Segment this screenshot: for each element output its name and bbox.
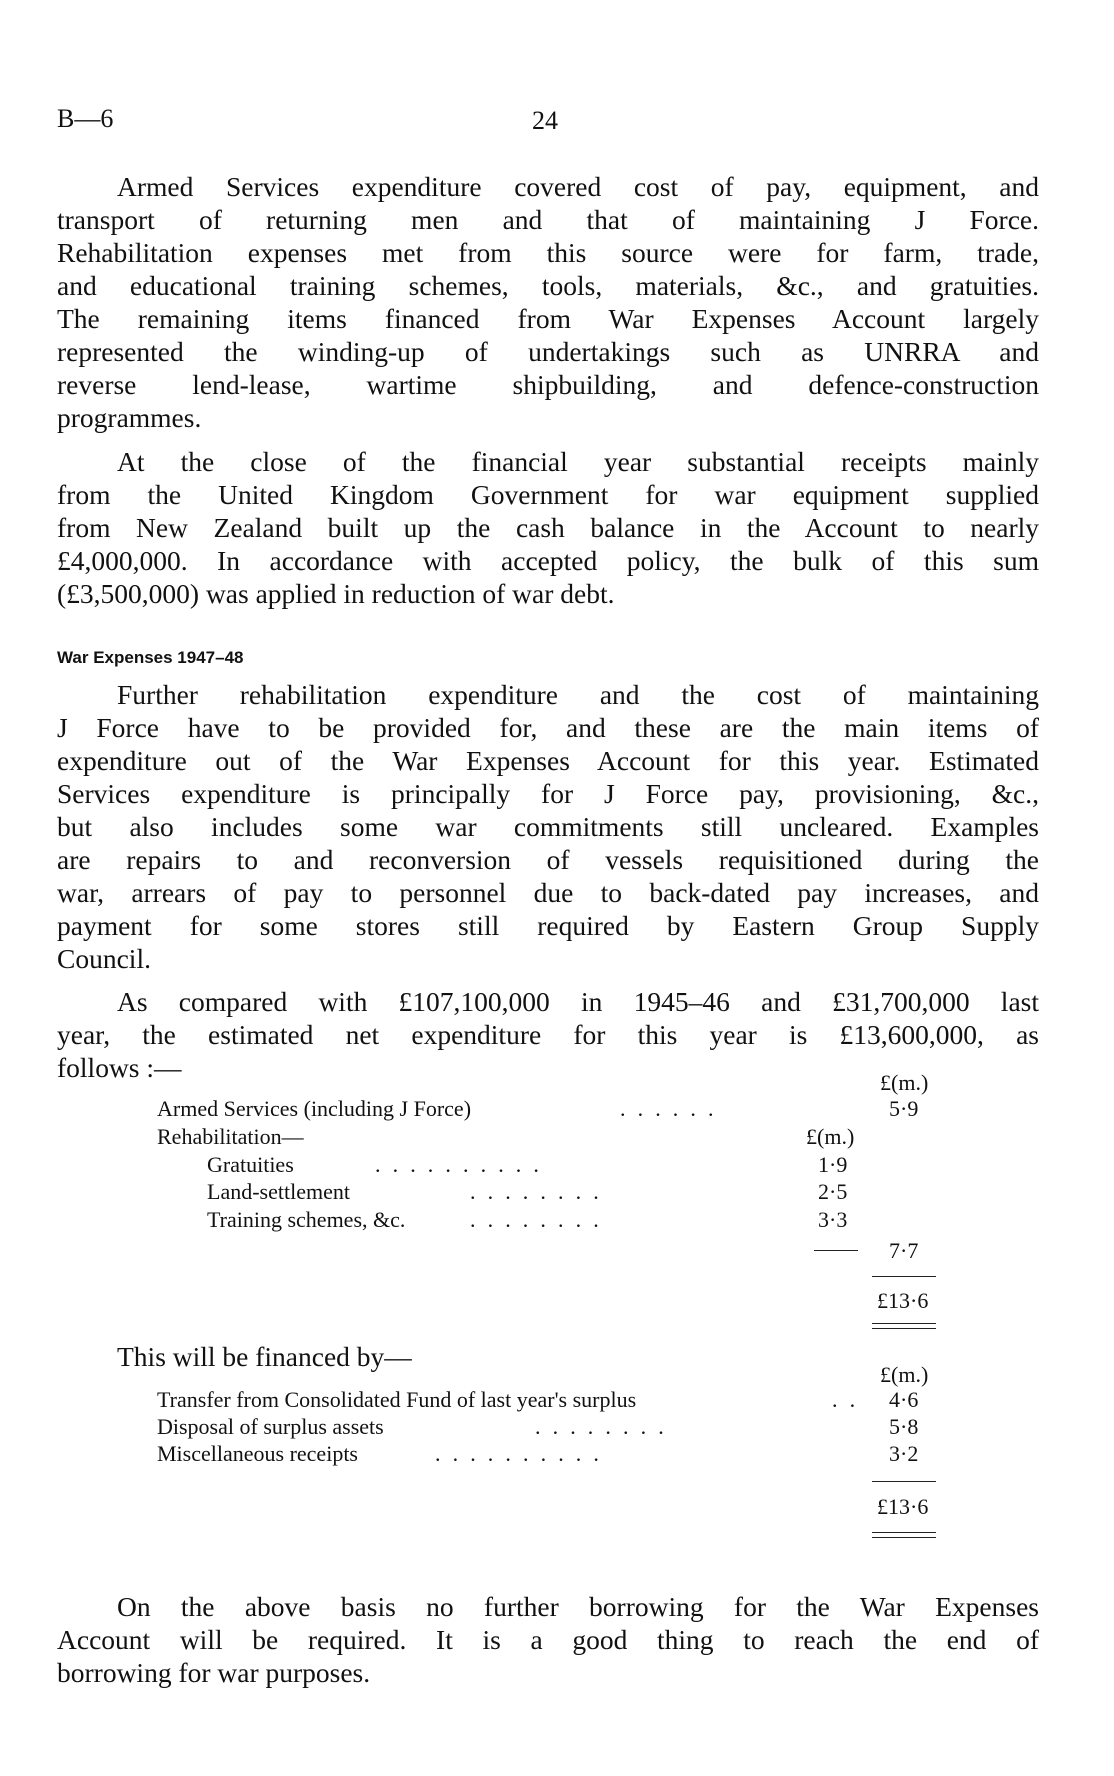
- text-line: Armed Services expenditure covered cost of pay, equipment, and: [117, 171, 1039, 202]
- armed-services-value: 5·9: [889, 1096, 919, 1121]
- text-line: year, the estimated net expenditure for this year is £13,600,000, as: [57, 1019, 1039, 1050]
- text-line: and educational training schemes, tools, materials, &c., and gratuities.: [57, 270, 1039, 301]
- text-line: but also includes some war commitments still uncleared. Examples: [57, 811, 1039, 842]
- gratuities-value: 1·9: [818, 1152, 848, 1177]
- text-line: payment for some stores still required by Eastern Group Supply: [57, 910, 1039, 941]
- total-rule: [872, 1276, 936, 1277]
- leader-dots: . . . . . . . . . .: [435, 1441, 603, 1466]
- land-settlement-label: Land-settlement: [207, 1179, 350, 1204]
- land-settlement-value: 2·5: [818, 1179, 848, 1204]
- text-line: programmes.: [57, 402, 202, 433]
- text-line: from New Zealand built up the cash balance in the Account to nearly: [57, 512, 1039, 543]
- leader-dots: . .: [832, 1387, 859, 1412]
- section-heading: War Expenses 1947–48: [57, 648, 244, 667]
- armed-services-label: Armed Services (including J Force): [157, 1096, 472, 1121]
- leader-dots: . . . . . . . . . .: [375, 1152, 543, 1177]
- text-line: borrowing for war purposes.: [57, 1657, 371, 1688]
- transfer-label: Transfer from Consolidated Fund of last year's surplus: [157, 1387, 637, 1412]
- rehabilitation-subtotal: 7·7: [889, 1238, 919, 1263]
- text-line: Further rehabilitation expenditure and the cost of maintaining: [117, 679, 1039, 710]
- training-schemes-value: 3·3: [818, 1207, 848, 1232]
- subtotal-rule: [814, 1250, 858, 1251]
- rehabilitation-label: Rehabilitation—: [157, 1124, 304, 1149]
- page-number: 24: [532, 106, 558, 135]
- text-line: reverse lend-lease, wartime shipbuilding, and defence-construction: [57, 369, 1039, 400]
- text-line: expenditure out of the War Expenses Account for this year. Estimated: [57, 745, 1039, 776]
- training-schemes-label: Training schemes, &c.: [207, 1207, 406, 1232]
- text-line: (£3,500,000) was applied in reduction of war debt.: [57, 578, 615, 609]
- text-line: transport of returning men and that of maintaining J Force.: [57, 204, 1039, 235]
- document-reference: B—6: [57, 104, 114, 133]
- text-line: Services expenditure is principally for J Force pay, provisioning, &c.,: [57, 778, 1039, 809]
- disposal-label: Disposal of surplus assets: [157, 1414, 384, 1439]
- transfer-value: 4·6: [889, 1387, 919, 1412]
- miscellaneous-value: 3·2: [889, 1441, 919, 1466]
- text-line: The remaining items financed from War Expenses Account largely: [57, 303, 1039, 334]
- text-line: Rehabilitation expenses met from this source were for farm, trade,: [57, 237, 1039, 268]
- text-line: On the above basis no further borrowing for the War Expenses: [117, 1591, 1039, 1622]
- financing-total-rule: [872, 1481, 936, 1482]
- financing-total-double-rule: [872, 1532, 936, 1538]
- expenditure-total: £13·6: [877, 1288, 929, 1313]
- text-line: represented the winding-up of undertakings such as UNRRA and: [57, 336, 1039, 367]
- text-line: J Force have to be provided for, and these are the main items of: [57, 712, 1039, 743]
- leader-dots: . . . . . . . .: [470, 1207, 602, 1232]
- financing-total: £13·6: [877, 1494, 929, 1519]
- paragraph-borrowing: [57, 1590, 1039, 1689]
- text-line: At the close of the financial year substantial receipts mainly: [117, 446, 1039, 477]
- paragraph-armed-services: [57, 170, 1039, 434]
- financing-unit-header: £(m.): [880, 1362, 929, 1387]
- paragraph-financial-year-close: [57, 445, 1039, 610]
- unit-header-outer: £(m.): [880, 1070, 929, 1095]
- gratuities-label: Gratuities: [207, 1152, 294, 1177]
- disposal-value: 5·8: [889, 1414, 919, 1439]
- financing-intro: This will be financed by—: [117, 1341, 412, 1372]
- paragraph-war-expenses: [57, 678, 1039, 975]
- text-line: war, arrears of pay to personnel due to back-dated pay increases, and: [57, 877, 1039, 908]
- leader-dots: . . . . . . . .: [470, 1179, 602, 1204]
- text-line: from the United Kingdom Government for war equipment supplied: [57, 479, 1039, 510]
- text-line: As compared with £107,100,000 in 1945–46 and £31,700,000 last: [117, 986, 1039, 1017]
- text-line: £4,000,000. In accordance with accepted policy, the bulk of this sum: [57, 545, 1039, 576]
- leader-dots: . . . . . .: [620, 1096, 717, 1121]
- text-line: Account will be required. It is a good thing to reach the end of: [57, 1624, 1039, 1655]
- text-line: are repairs to and reconversion of vessels requisitioned during the: [57, 844, 1039, 875]
- text-line: Council.: [57, 943, 151, 974]
- text-line: follows :—: [57, 1052, 182, 1083]
- leader-dots: . . . . . . . .: [535, 1414, 667, 1439]
- miscellaneous-label: Miscellaneous receipts: [157, 1441, 358, 1466]
- total-double-rule: [872, 1323, 936, 1329]
- unit-header-inner: £(m.): [806, 1124, 855, 1149]
